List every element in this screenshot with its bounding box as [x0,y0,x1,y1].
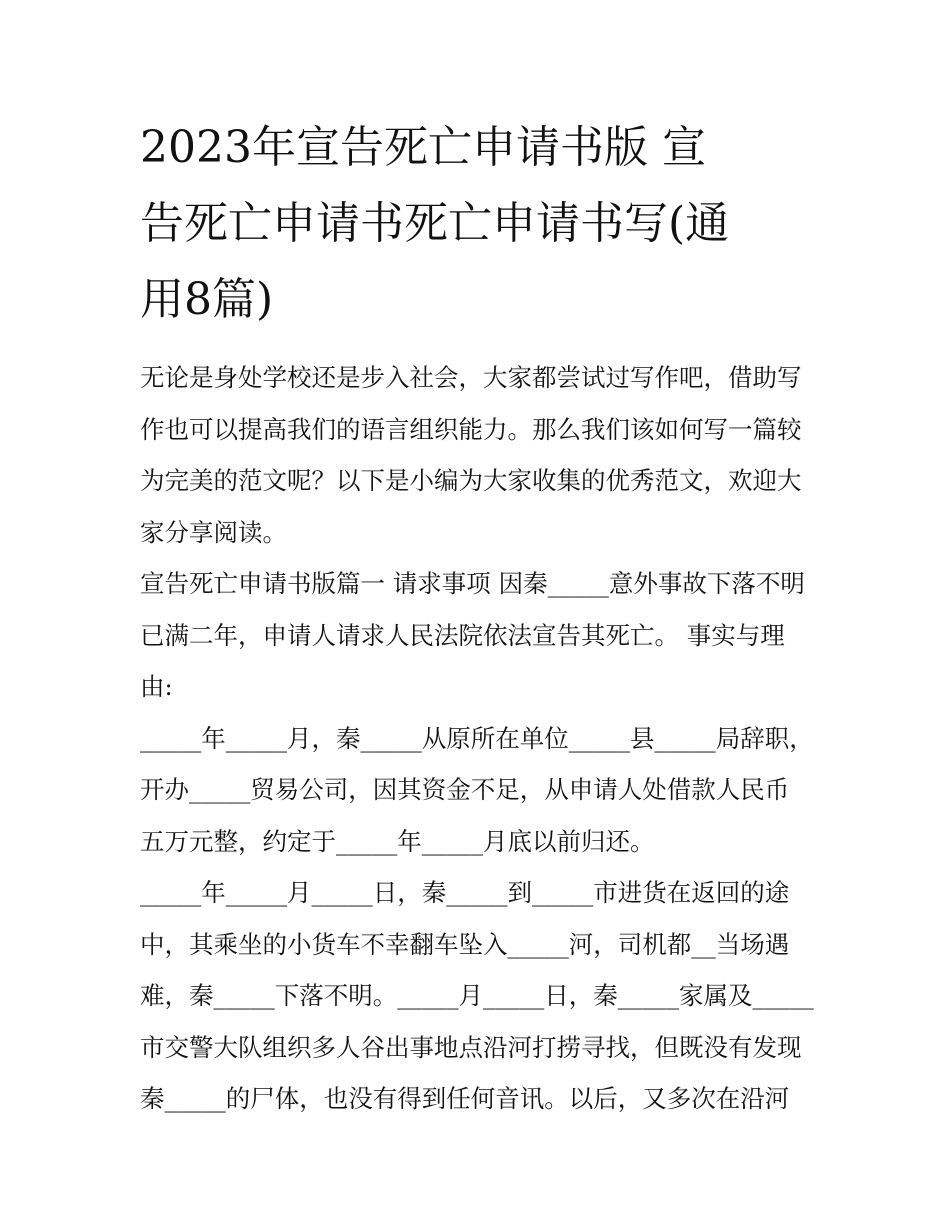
body-line: _____年_____月_____日，秦_____到_____市进货在返回的途 [140,878,790,907]
title-line: 告死亡申请书死亡申请书写(通 [140,198,730,249]
document-body [140,352,830,1125]
section-heading-line: 宣告死亡申请书版篇一 请求事项 因秦_____意外事故下落不明 [140,569,805,598]
title-line: 用8篇) [140,274,274,325]
document-title [140,110,830,338]
body-line: 市交警大队组织多人谷出事地点沿河打捞寻找，但既没有发现 [140,1032,802,1062]
intro-line: 家分享阅读。 [140,517,287,547]
intro-line: 为完美的范文呢？以下是小编为大家收集的优秀范文，欢迎大 [140,466,802,495]
body-line: 已满二年，申请人请求人民法院依法宣告其死亡。 事实与理 [140,620,785,650]
body-line: 开办_____贸易公司，因其资金不足，从申请人处借款人民币 [140,775,790,804]
title-line: 2023年宣告死亡申请书版 宣 [140,122,706,173]
body-line: _____年_____月，秦_____从原所在单位_____县_____局辞职， [140,723,814,753]
body-line: 难，秦_____下落不明。_____月_____日，秦_____家属及_____ [140,981,814,1010]
body-line: 秦_____的尸体，也没有得到任何音讯。以后，又多次在沿河 [140,1084,790,1113]
body-line: 由: [140,672,173,701]
body-line: 五万元整，约定于_____年_____月底以前归还。 [140,826,655,856]
intro-line: 作也可以提高我们的语言组织能力。那么我们该如何写一篇较 [140,414,802,444]
intro-line: 无论是身处学校还是步入社会，大家都尝试过写作吧，借助写 [140,363,802,392]
body-line: 中，其乘坐的小货车不幸翻车坠入_____河，司机都__当场遇 [140,929,790,959]
